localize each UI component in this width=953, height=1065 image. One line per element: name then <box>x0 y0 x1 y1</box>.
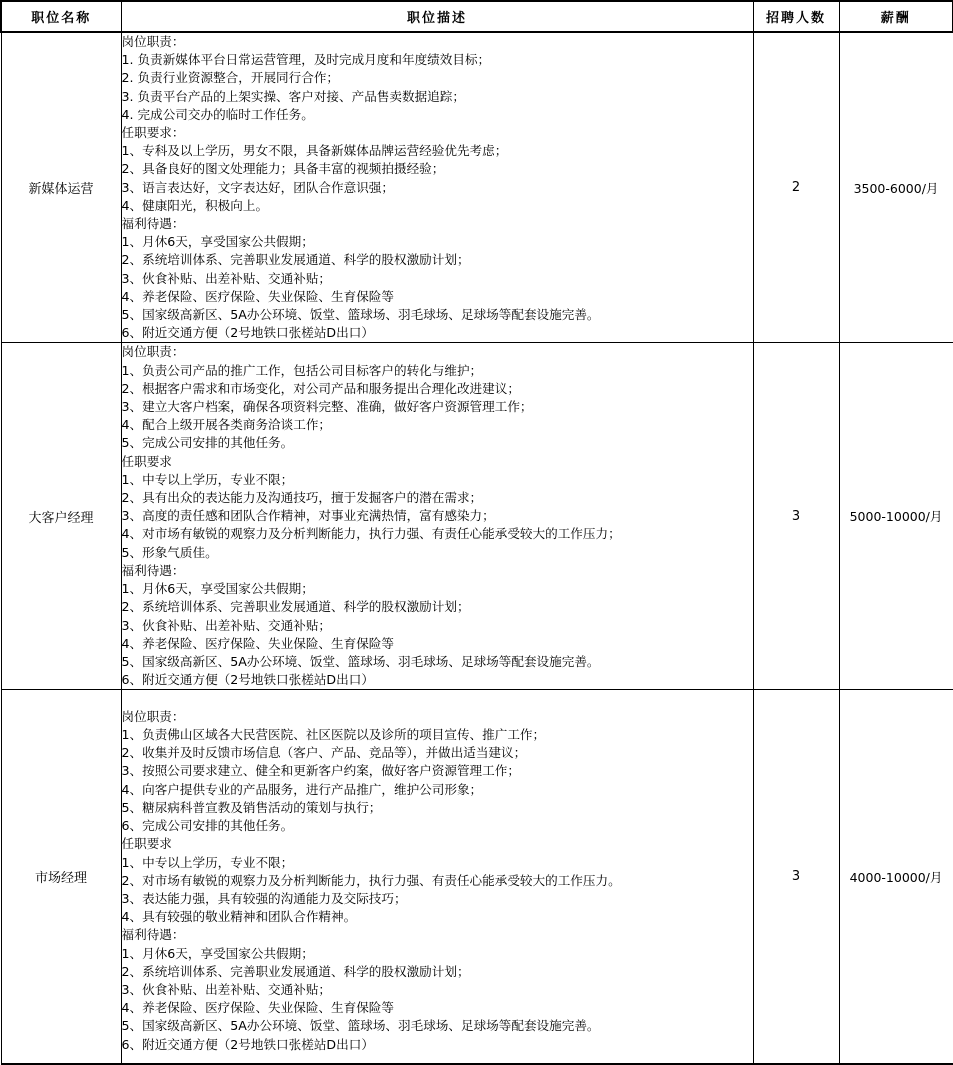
benefit-item: 2、系统培训体系、完善职业发展通道、科学的股权激励计划； <box>121 252 470 268</box>
duty-item: 2. 负责行业资源整合，开展同行合作； <box>121 70 340 86</box>
duty-item: 3、建立大客户档案，确保各项资料完整、准确，做好客户资源管理工作； <box>121 399 533 415</box>
duty-item: 1. 负责新媒体平台日常运营管理，及时完成月度和年度绩效目标； <box>121 52 491 68</box>
duty-item: 4、向客户提供专业的产品服务，进行产品推广，维护公司形象； <box>121 781 483 797</box>
requirements-title: 任职要求： <box>121 125 185 141</box>
requirement-item: 3、表达能力强，具有较强的沟通能力及交际技巧； <box>121 890 407 906</box>
benefit-item: 5、国家级高新区、5A办公环境、饭堂、篮球场、羽毛球场、足球场等配套设施完善。 <box>121 653 600 669</box>
position-name: 市场经理 <box>1 690 121 1065</box>
requirement-item: 4、具有较强的敬业精神和团队合作精神。 <box>121 909 357 925</box>
duty-item: 6、完成公司安排的其他任务。 <box>121 818 294 834</box>
hiring-count: 3 <box>753 690 839 1065</box>
duty-item: 3. 负责平台产品的上架实操、客户对接、产品售卖数据追踪； <box>121 88 465 104</box>
duty-item: 3、按照公司要求建立、健全和更新客户约案，做好客户资源管理工作； <box>121 763 520 779</box>
position-name: 新媒体运营 <box>1 32 121 343</box>
benefit-item: 4、养老保险、医疗保险、失业保险、生育保险等 <box>121 288 394 304</box>
table-row <box>1 32 953 343</box>
salary: 5000-10000/月 <box>839 343 953 690</box>
benefit-item: 3、伙食补贴、出差补贴、交通补贴； <box>121 981 332 997</box>
requirement-item: 2、具备良好的图文处理能力；具备丰富的视频拍摄经验； <box>121 161 445 177</box>
header-hiring-count: 招聘人数 <box>753 1 839 32</box>
requirement-item: 3、语言表达好，文字表达好，团队合作意识强； <box>121 179 394 195</box>
duty-item: 1、负责佛山区域各大民营医院、社区医院以及诊所的项目宣传、推广工作； <box>121 727 546 743</box>
benefit-item: 1、月休6天，享受国家公共假期； <box>121 234 314 250</box>
salary: 3500-6000/月 <box>839 32 953 343</box>
benefit-item: 3、伙食补贴、出差补贴、交通补贴； <box>121 270 332 286</box>
table-row <box>1 690 953 1065</box>
duty-item: 5、完成公司安排的其他任务。 <box>121 435 294 451</box>
duties-title: 岗位职责： <box>121 34 185 49</box>
requirement-item: 1、专科及以上学历，男女不限，具备新媒体品牌运营经验优先考虑； <box>121 143 508 159</box>
duties-title: 岗位职责： <box>121 708 185 724</box>
duty-item: 4、配合上级开展各类商务洽谈工作； <box>121 417 332 433</box>
benefit-item: 5、国家级高新区、5A办公环境、饭堂、篮球场、羽毛球场、足球场等配套设施完善。 <box>121 307 600 323</box>
requirement-item: 4、对市场有敏锐的观察力及分析判断能力，执行力强、有责任心能承受较大的工作压力； <box>121 526 621 542</box>
requirements-title: 任职要求 <box>121 453 172 469</box>
position-description <box>121 690 753 1065</box>
duty-item: 5、糖尿病科普宣教及销售活动的策划与执行； <box>121 799 382 815</box>
requirement-item: 1、中专以上学历，专业不限； <box>121 854 294 870</box>
benefit-item: 4、养老保险、医疗保险、失业保险、生育保险等 <box>121 1000 394 1016</box>
header-position-description: 职位描述 <box>121 1 753 32</box>
duty-item: 2、根据客户需求和市场变化，对公司产品和服务提出合理化改进建议； <box>121 380 520 396</box>
benefit-item: 2、系统培训体系、完善职业发展通道、科学的股权激励计划； <box>121 599 470 615</box>
salary: 4000-10000/月 <box>839 690 953 1065</box>
header-salary: 薪酬 <box>839 1 953 32</box>
duties-title: 岗位职责： <box>121 344 185 360</box>
benefit-item: 1、月休6天，享受国家公共假期； <box>121 945 314 961</box>
benefit-item: 4、养老保险、医疗保险、失业保险、生育保险等 <box>121 635 394 651</box>
benefit-item: 6、附近交通方便（2号地铁口张槎站D出口） <box>121 672 374 688</box>
hiring-count: 3 <box>753 343 839 690</box>
duty-item: 4. 完成公司交办的临时工作任务。 <box>121 106 314 122</box>
requirement-item: 4、健康阳光，积极向上。 <box>121 197 269 213</box>
requirements-title: 任职要求 <box>121 836 172 852</box>
table-row <box>1 343 953 690</box>
benefit-item: 3、伙食补贴、出差补贴、交通补贴； <box>121 617 332 633</box>
benefits-title: 福利待遇： <box>121 216 185 232</box>
benefits-title: 福利待遇： <box>121 927 185 943</box>
benefit-item: 2、系统培训体系、完善职业发展通道、科学的股权激励计划； <box>121 963 470 979</box>
header-position-name: 职位名称 <box>1 1 121 32</box>
benefits-title: 福利待遇： <box>121 562 185 578</box>
benefit-item: 6、附近交通方便（2号地铁口张槎站D出口） <box>121 325 374 341</box>
benefit-item: 6、附近交通方便（2号地铁口张槎站D出口） <box>121 1036 374 1052</box>
duty-item: 1、负责公司产品的推广工作，包括公司目标客户的转化与维护； <box>121 362 483 378</box>
position-name: 大客户经理 <box>1 343 121 690</box>
requirement-item: 5、形象气质佳。 <box>121 544 218 560</box>
position-description <box>121 32 753 343</box>
benefit-item: 5、国家级高新区、5A办公环境、饭堂、篮球场、羽毛球场、足球场等配套设施完善。 <box>121 1018 600 1034</box>
position-description <box>121 343 753 690</box>
hiring-count: 2 <box>753 32 839 343</box>
benefit-item: 1、月休6天，享受国家公共假期； <box>121 581 314 597</box>
requirement-item: 1、中专以上学历，专业不限； <box>121 471 294 487</box>
requirement-item: 3、高度的责任感和团队合作精神，对事业充满热情，富有感染力； <box>121 508 495 524</box>
table-header-row <box>1 1 953 32</box>
requirement-item: 2、对市场有敏锐的观察力及分析判断能力，执行力强、有责任心能承受较大的工作压力。 <box>121 872 621 888</box>
requirement-item: 2、具有出众的表达能力及沟通技巧，擅于发掘客户的潜在需求； <box>121 490 483 506</box>
duty-item: 2、收集并及时反馈市场信息（客户、产品、竞品等），并做出适当建议； <box>121 745 527 761</box>
